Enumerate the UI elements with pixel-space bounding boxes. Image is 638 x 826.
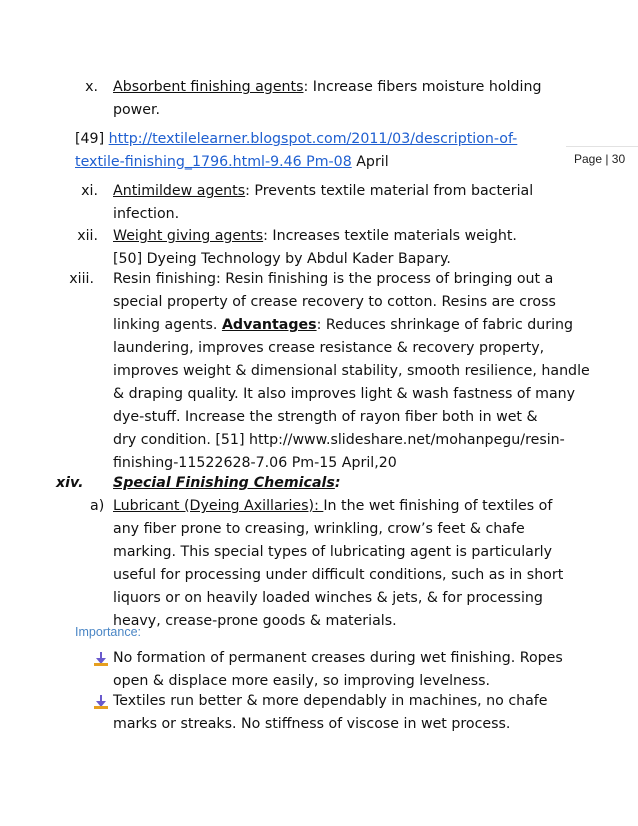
reference-50: [50] Dyeing Technology by Abdul Kader Bapary. (113, 251, 451, 267)
item-xi-term: Antimildew agents (113, 183, 246, 199)
item-xiii-line3 (113, 314, 573, 337)
item-number-x: x. (85, 79, 98, 95)
subitem-a-line2: any fiber prone to creasing, wrinkling, crow’s feet & chafe (113, 521, 525, 537)
arrow-bullet-icon (93, 694, 109, 714)
special-finishing-colon: : (334, 475, 341, 491)
importance-bullet-1-line2: open & displace more easily, so improving levelness. (113, 673, 491, 689)
item-xiii-line3-end: : Reduces shrinkage of fabric during (316, 317, 574, 333)
importance-heading: Importance: (75, 625, 142, 639)
subitem-a-line3: marking. This special types of lubricating agent is particularly (113, 544, 553, 560)
reference-49-line1 (75, 128, 517, 151)
importance-bullet-2-line1: Textiles run better & more dependably in machines, no chafe (113, 693, 548, 709)
item-xiii-line2: special property of crease recovery to cotton. Resins are cross (113, 294, 556, 310)
item-xi-line1 (113, 180, 533, 203)
special-finishing-title: Special Finishing Chemicals (113, 475, 335, 491)
importance-bullet-2-line2: marks or streaks. No stiffness of viscose in wet process. (113, 716, 511, 732)
subitem-a-term: Lubricant (Dyeing Axillaries): (113, 498, 324, 514)
item-x-line1 (113, 76, 541, 99)
item-xiii-line8: dry condition. [51] http://www.slideshare.net/mohanpegu/resin- (113, 432, 565, 448)
page-number: Page | 30 (574, 152, 626, 166)
importance-bullet-1-line1: No formation of permanent creases during wet finishing. Ropes (113, 650, 563, 666)
item-xiii-line6: & draping quality. It also improves light & wash fastness of many (113, 386, 576, 402)
item-xiii-line7: dye-stuff. Increase the strength of rayon fiber both in wet & (113, 409, 538, 425)
item-xiii-line1: Resin finishing: Resin finishing is the process of bringing out a (113, 271, 554, 287)
item-x-text: : Increase fibers moisture holding (303, 79, 542, 95)
item-x-term: Absorbent finishing agents (113, 79, 304, 95)
item-number-xiv: xiv. (56, 475, 84, 491)
subitem-a-label: a) (90, 498, 105, 514)
item-number-xiii: xiii. (69, 271, 94, 287)
reference-49-number: [49] (75, 131, 105, 147)
item-xii-text: : Increases textile materials weight. (263, 228, 517, 244)
special-finishing-heading (113, 472, 341, 495)
item-xiii-line9: finishing-11522628-7.06 Pm-15 April,20 (113, 455, 397, 471)
subitem-a-line1-text: In the wet finishing of textiles of (323, 498, 553, 514)
reference-49-link-part1[interactable]: http://textilelearner.blogspot.com/2011/03/description-of- (108, 131, 518, 147)
arrow-bullet-icon (93, 651, 109, 671)
item-xiii-line5: improves weight & dimensional stability, smooth resilience, handle (113, 363, 590, 379)
item-number-xii: xii. (77, 228, 98, 244)
item-xi-text: : Prevents textile material from bacterial (245, 183, 534, 199)
subitem-a-line6: heavy, crease-prone goods & materials. (113, 613, 397, 629)
subitem-a-line4: useful for processing under difficult conditions, such as in short (113, 567, 564, 583)
item-xiii-line3-start: linking agents. (113, 317, 222, 333)
reference-49-line2 (75, 151, 389, 174)
item-xi-line2: infection. (113, 206, 180, 222)
item-number-xi: xi. (81, 183, 98, 199)
subitem-a-line1 (113, 495, 552, 518)
item-xii-term: Weight giving agents (113, 228, 264, 244)
advantages-label: Advantages (221, 317, 317, 333)
page-header-rule (566, 146, 638, 147)
subitem-a-line5: liquors or on heavily loaded winches & jets, & for processing (113, 590, 543, 606)
item-xii-line1 (113, 225, 517, 248)
reference-49-tail: April (351, 154, 389, 170)
item-x-line2: power. (113, 102, 161, 118)
item-xiii-line4: laundering, improves crease resistance & recovery property, (113, 340, 545, 356)
reference-49-link-part2[interactable]: textile-finishing_1796.html-9.46 Pm-08 (75, 154, 352, 170)
